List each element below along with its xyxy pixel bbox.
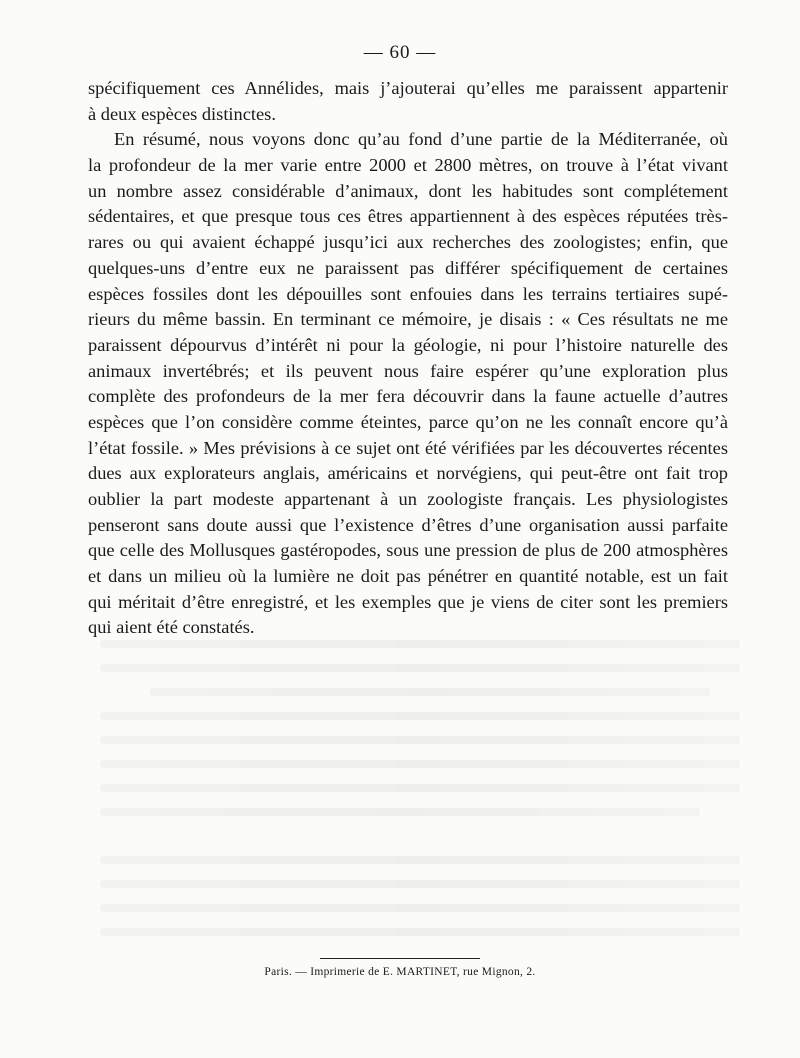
text-line: sédentaires, et que presque tous ces êtres appartiennent à des espèces réputées très- [88, 206, 728, 227]
body-paragraphs [88, 76, 728, 641]
page-number: — 60 — [363, 42, 437, 63]
bleed-through-line [100, 928, 740, 936]
bleed-through-line [150, 688, 710, 696]
text-line: qui méritait d’être enregistré, et les exemples que je viens de citer sont les premiers [88, 591, 728, 612]
text-line: En résumé, nous voyons donc qu’au fond d’une partie de la Méditerranée, où [114, 129, 728, 150]
bleed-through-line [100, 712, 740, 720]
text-line: spécifiquement ces Annélides, mais j’ajouterai qu’elles me paraissent appartenir [88, 78, 728, 98]
text-line: la profondeur de la mer varie entre 2000 et 2800 mètres, on trouve à l’état vivant [88, 155, 728, 176]
text-line: l’état fossile. » Mes prévisions à ce sujet ont été vérifiées par les découvertes récentes [88, 437, 728, 458]
text-line: complète des profondeurs de la mer fera découvrir dans la faune actuelle d’autres [88, 386, 728, 407]
text-line: espèces que l’on considère comme éteintes, parce qu’on ne les connaît encore qu’à [88, 411, 728, 432]
text-line: animaux invertébrés; et ils peuvent nous faire espérer qu’une exploration plus [88, 360, 728, 381]
text-line: qui aient été constatés. [88, 617, 255, 638]
bleed-through-line [100, 904, 740, 912]
bleed-through-line [100, 760, 740, 768]
text-line: rieurs du même bassin. En terminant ce mémoire, je disais : « Ces résultats ne me [88, 309, 728, 330]
bleed-through-line [100, 736, 740, 744]
bleed-through-line [100, 640, 740, 648]
printer-imprint: Paris. — Imprimerie de E. MARTINET, rue Mignon, 2. [264, 966, 536, 978]
text-line: dues aux explorateurs anglais, américains et norvégiens, qui peut-être ont fait trop [88, 463, 728, 484]
text-line: et dans un milieu où la lumière ne doit pas pénétrer en quantité notable, est un fait [88, 566, 728, 587]
text-line: paraissent dépourvus d’intérêt ni pour la géologie, ni pour l’histoire naturelle des [88, 334, 728, 355]
text-line: un nombre assez considérable d’animaux, dont les habitudes sont complétement [88, 180, 728, 201]
text-line: rares ou qui avaient échappé jusqu’ici aux recherches des zoologistes; enfin, que [88, 232, 728, 253]
bleed-through-line [100, 664, 740, 672]
text-line: penseront sans doute aussi que l’existence d’êtres d’une organisation aussi parfaite [88, 514, 728, 535]
bleed-through-line [100, 784, 740, 792]
text-line: quelques-uns d’entre eux ne paraissent pas différer spécifiquement de certaines [88, 257, 728, 278]
text-line: espèces fossiles dont les dépouilles sont enfouies dans les terrains tertiaires supé- [88, 283, 728, 304]
text-line: que celle des Mollusques gastéropodes, sous une pression de plus de 200 atmosphères [88, 540, 728, 561]
bleed-through-line [100, 808, 700, 816]
footer-divider [320, 958, 480, 959]
bleed-through-line [100, 856, 740, 864]
text-line: à deux espèces distinctes. [88, 103, 276, 124]
bleed-through-line [100, 880, 740, 888]
text-line: oublier la part modeste appartenant à un zoologiste français. Les physiologistes [88, 489, 728, 509]
